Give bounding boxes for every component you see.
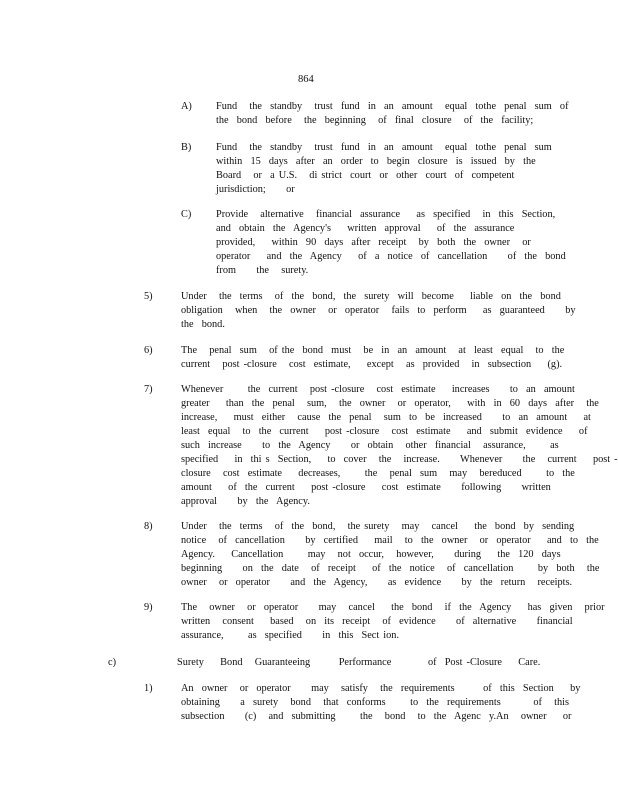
text-line: assurance, as specified in this Sect ion. xyxy=(181,630,400,641)
item-label: 5) xyxy=(144,291,153,302)
text-line: Agency. Cancellation may not occur, however, during the 120 days xyxy=(181,549,561,560)
item-label: A) xyxy=(181,101,192,112)
item-label: 9) xyxy=(144,602,153,613)
text-line: An owner or operator may satisfy the requirements of this Section by xyxy=(181,683,581,694)
text-line: current post -closure cost estimate, except as provided in subsection (g). xyxy=(181,359,563,370)
text-line: subsection (c) and submitting the bond to the Agenc y.An owner or xyxy=(181,711,572,722)
text-line: Fund the standby trust fund in an amount equal tothe penal sum xyxy=(216,142,552,153)
section-heading: Surety Bond Guaranteeing Performance of Post -Closure Care. xyxy=(177,657,541,668)
text-line: notice of cancellation by certified mail to the owner or operator and to the xyxy=(181,535,599,546)
text-line: beginning on the date of receipt of the notice of cancellation by both the xyxy=(181,563,600,574)
text-line: Provide alternative financial assurance as specified in this Section, xyxy=(216,209,556,220)
text-line: The owner or operator may cancel the bond if the Agency has given prior xyxy=(181,602,605,613)
text-line: specified in thi s Section, to cover the increase. Whenever the current post - xyxy=(181,454,618,465)
item-label: 7) xyxy=(144,384,153,395)
text-line: provided, within 90 days after receipt by both the owner or xyxy=(216,237,531,248)
text-line: obtaining a surety bond that conforms to the requirements of this xyxy=(181,697,570,708)
item-label: C) xyxy=(181,209,192,220)
text-line: operator and the Agency of a notice of cancellation of the bond xyxy=(216,251,566,262)
text-line: within 15 days after an order to begin closure is issued by the xyxy=(216,156,536,167)
text-line: least equal to the current post -closure cost estimate and submit evidence of xyxy=(181,426,588,437)
item-label: B) xyxy=(181,142,192,153)
item-label: 8) xyxy=(144,521,153,532)
text-line: from the surety. xyxy=(216,265,309,276)
text-line: owner or operator and the Agency, as evidence by the return receipts. xyxy=(181,577,573,588)
text-line: such increase to the Agency or obtain other financial assurance, as xyxy=(181,440,559,451)
text-line: the bond. xyxy=(181,319,225,330)
text-line: jurisdiction; or xyxy=(216,184,295,195)
text-line: Board or a U.S. di strict court or other court of competent xyxy=(216,170,515,181)
text-line: written consent based on its receipt of evidence of alternative financial xyxy=(181,616,573,627)
text-line: closure cost estimate decreases, the penal sum may bereduced to the xyxy=(181,468,575,479)
text-line: approval by the Agency. xyxy=(181,496,310,507)
text-line: greater than the penal sum, the owner or operator, with in 60 days after the xyxy=(181,398,599,409)
page-number: 864 xyxy=(298,74,314,85)
text-line: Under the terms of the bond, the surety may cancel the bond by sending xyxy=(181,521,575,532)
item-label: 1) xyxy=(144,683,153,694)
item-label: c) xyxy=(108,657,116,668)
text-line: obligation when the owner or operator fails to perform as guaranteed by xyxy=(181,305,576,316)
text-line: The penal sum of the bond must be in an amount at least equal to the xyxy=(181,345,565,356)
text-line: and obtain the Agency's written approval of the assurance xyxy=(216,223,515,234)
item-label: 6) xyxy=(144,345,153,356)
text-line: increase, must either cause the penal sum to be increased to an amount at xyxy=(181,412,591,423)
text-line: the bond before the beginning of final closure of the facility; xyxy=(216,115,534,126)
text-line: Fund the standby trust fund in an amount equal tothe penal sum of xyxy=(216,101,569,112)
text-line: Whenever the current post -closure cost estimate increases to an amount xyxy=(181,384,575,395)
text-line: amount of the current post -closure cost estimate following written xyxy=(181,482,551,493)
text-line: Under the terms of the bond, the surety will become liable on the bond xyxy=(181,291,561,302)
